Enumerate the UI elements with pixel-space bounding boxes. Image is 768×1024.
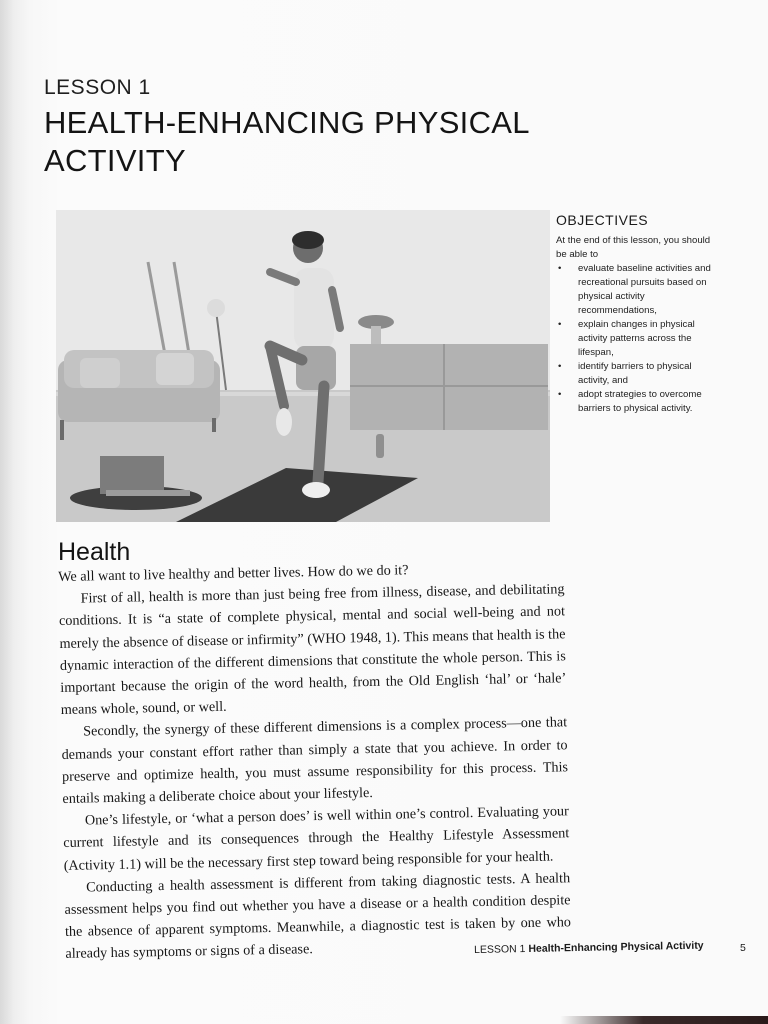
body-paragraph: One’s lifestyle, or ‘what a person does’ is well within one’s control. Evaluating your current lifestyle and its consequences through the Healthy Lifestyle Assessment (Activity 1.1) will be the necessary first step toward being responsible for your health. [63, 803, 570, 874]
section-heading: Health [58, 538, 131, 566]
body-paragraph: First of all, health is more than just being free from illness, disease, and debilitating conditions. It is “a state of complete physical, mental and social well-being and not merely the absence of disease or infirmity” (WHO 1948, 1). This means that health is the dynamic interaction of the different dimensions that constitute the whole person. This is important because the origin of the word health, from the Old English ‘hal’ or ‘hale’ means whole, sound, or well. [58, 581, 567, 719]
footer-lesson-prefix: LESSON 1 [474, 942, 529, 956]
lesson-label: LESSON 1 [44, 76, 151, 99]
objectives-intro: At the end of this lesson, you should be able to [556, 235, 711, 260]
page-bottom-edge [560, 1016, 768, 1024]
objective-item: • adopt strategies to overcome barriers to physical activity. [578, 388, 716, 416]
objective-item: • evaluate baseline activities and recreational pursuits based on physical activity recommendations, [578, 262, 716, 318]
lesson-title: HEALTH-ENHANCING PHYSICAL ACTIVITY [44, 105, 529, 178]
footer-lesson-title: Health-Enhancing Physical Activity [528, 939, 704, 955]
body-text [58, 556, 572, 965]
person-exercising-photo-icon [56, 210, 550, 522]
objective-item: • explain changes in physical activity patterns across the lifespan, [578, 318, 716, 360]
objectives-box [556, 212, 716, 416]
body-paragraph: We all want to live healthy and better lives. How do we do it? [58, 562, 409, 585]
objectives-heading: OBJECTIVES [556, 212, 649, 228]
page-number: 5 [740, 942, 746, 954]
exercise-photo [56, 210, 550, 522]
body-paragraph: Secondly, the synergy of these different dimensions is a complex process—one that demands your constant effort rather than simply a state that you achieve. In order to preserve and optimize health, you must assume responsibility for this process. This entails making a deliberate choice about your lifestyle. [61, 714, 569, 807]
body-paragraph: Conducting a health assessment is different from taking diagnostic tests. A health assessment helps you find out whether you have a disease or a health condition despite the absence of apparent symptoms. Meanwhile, a diagnostic test is taken by one who already has symptoms or signs of a disease. [64, 870, 572, 963]
objective-item: • identify barriers to physical activity, and [578, 360, 716, 388]
objectives-list [556, 262, 716, 416]
